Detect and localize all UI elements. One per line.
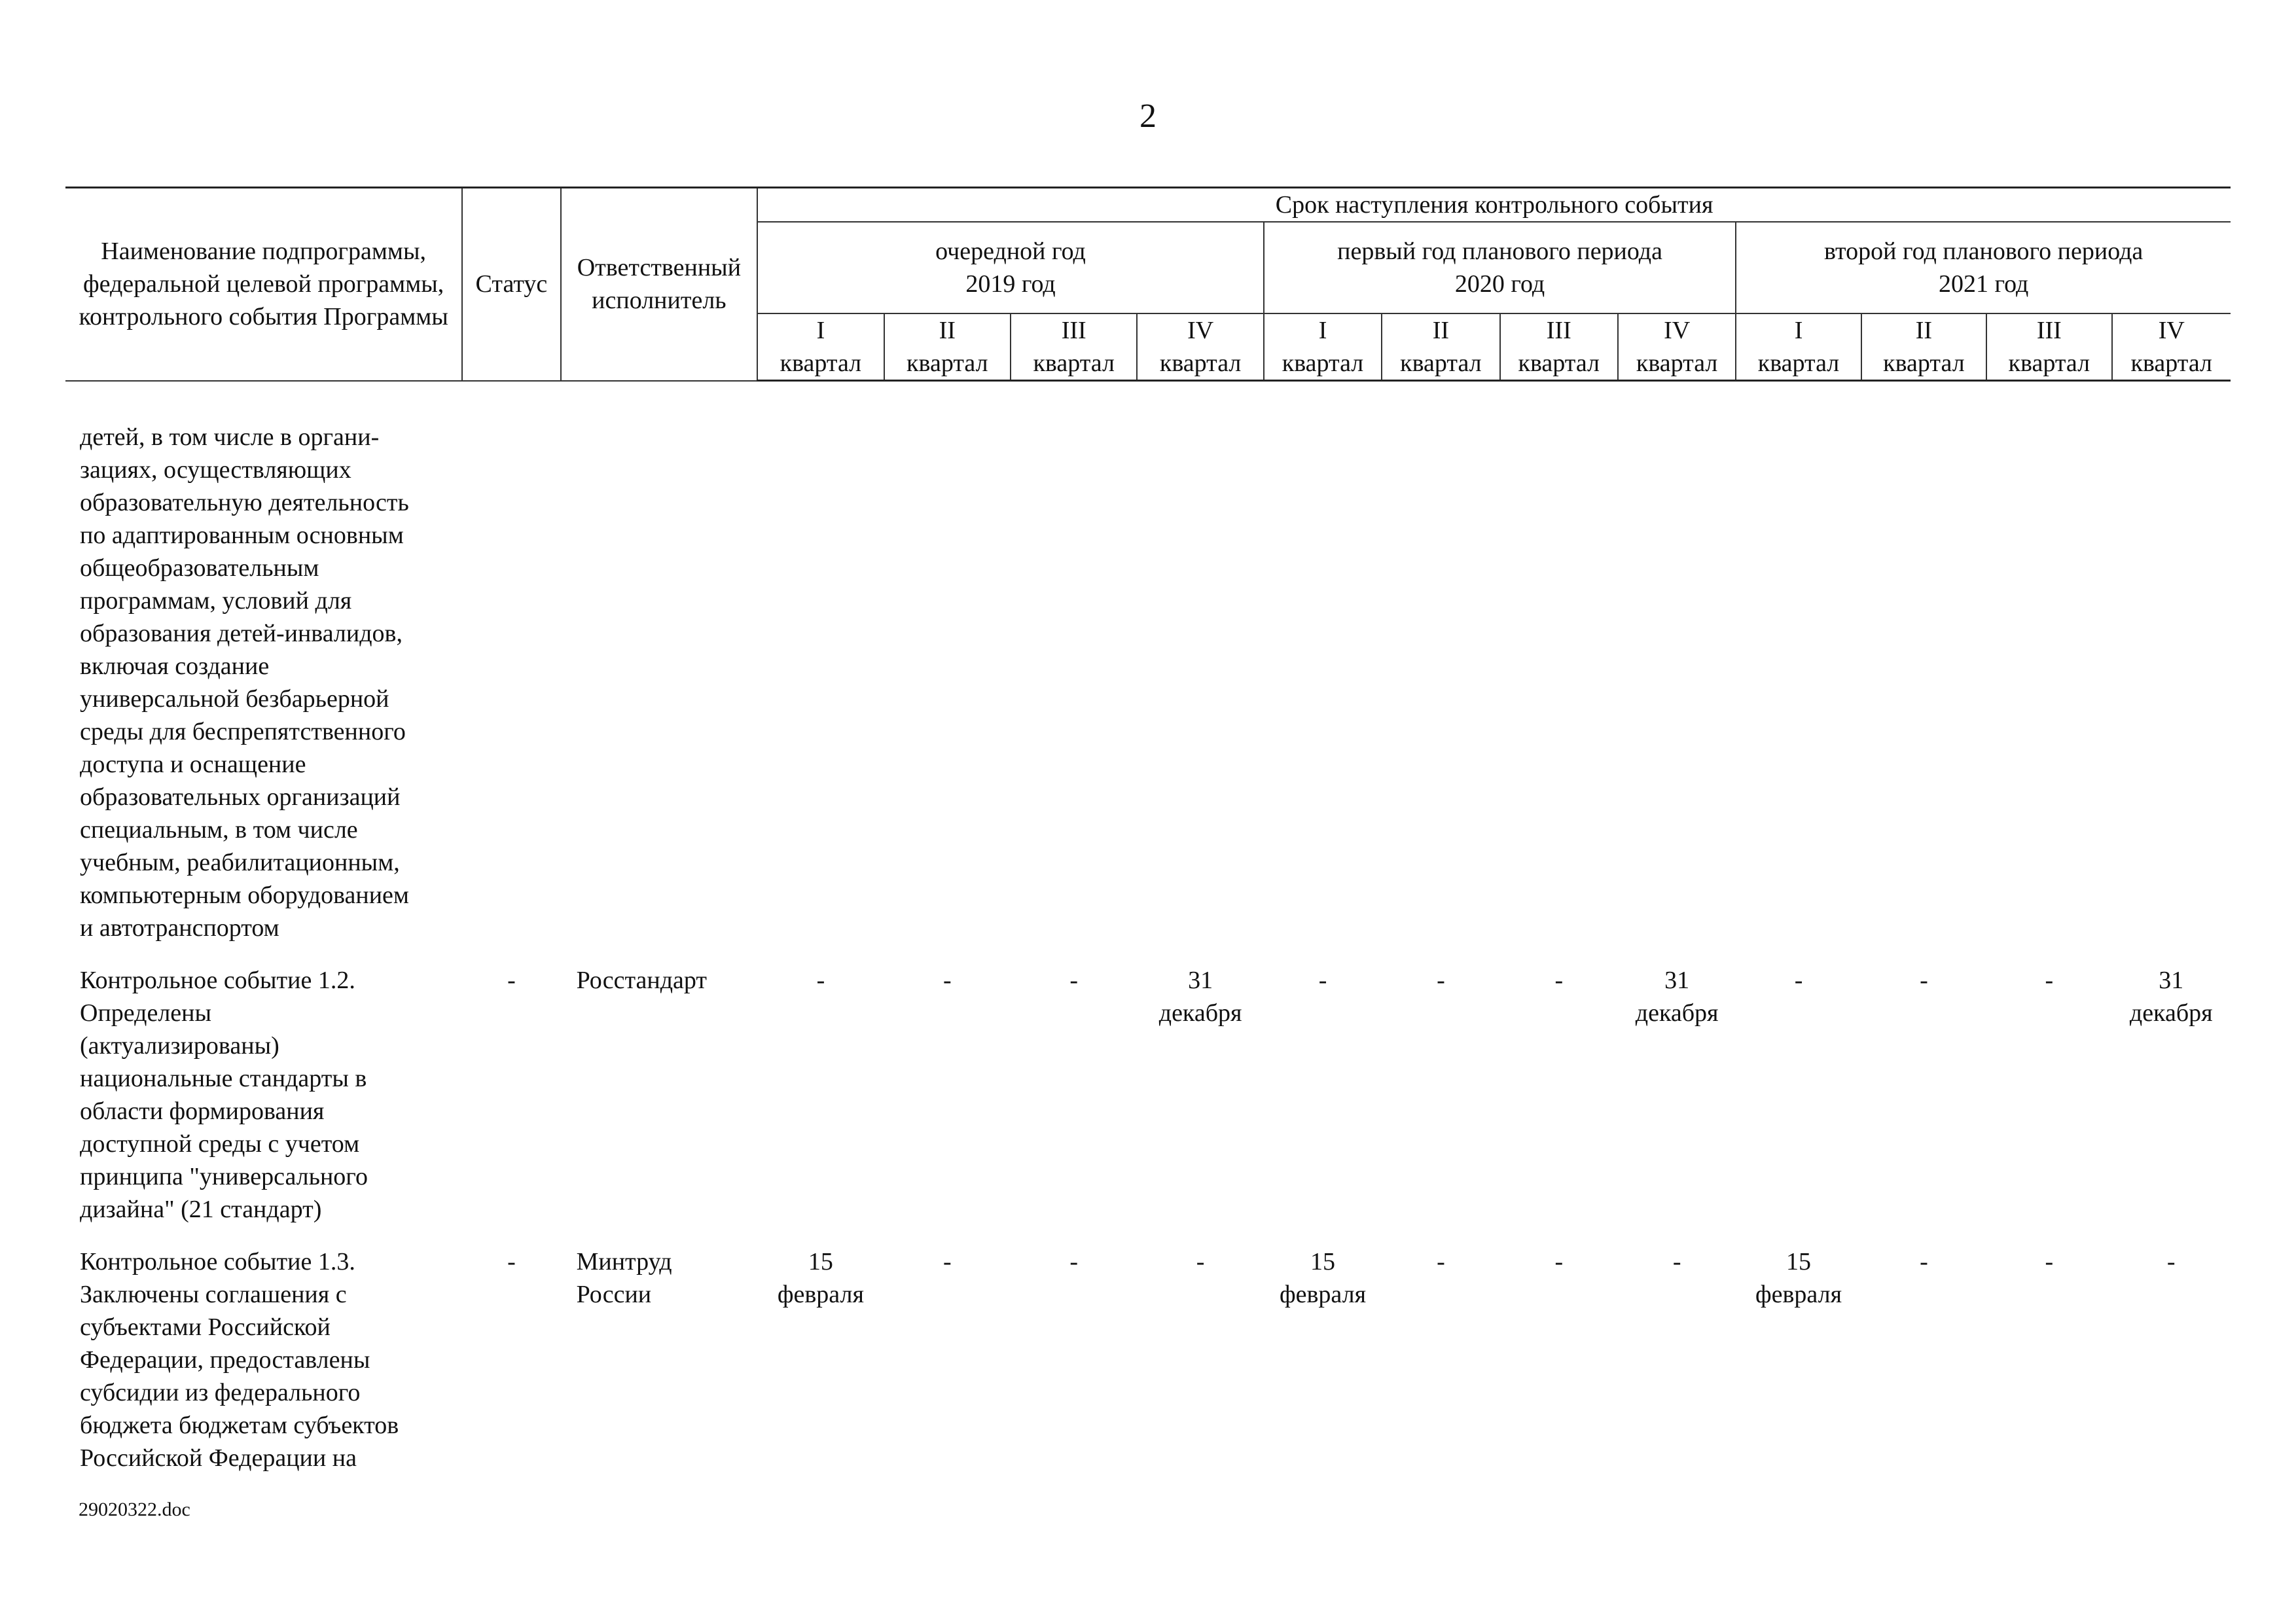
quarter-word: квартал	[2130, 349, 2212, 377]
header-quarter	[1264, 313, 1382, 381]
quarter-deadline: -	[1318, 967, 1327, 994]
quarter-deadline: 15 февраля	[777, 1248, 864, 1308]
quarter-deadline	[1264, 421, 1382, 944]
quarter-deadline: -	[2045, 967, 2054, 994]
header-year-2	[1264, 222, 1736, 313]
header-quarter	[1986, 313, 2111, 381]
header-quarter	[1500, 313, 1618, 381]
quarter-deadline: 31 декабря	[1635, 967, 1719, 1027]
quarter-deadline	[1861, 421, 1986, 944]
table-row	[65, 964, 2231, 1226]
quarter-deadline: -	[1672, 1248, 1681, 1275]
quarter-deadline: 15 февраля	[1279, 1248, 1367, 1308]
quarter-deadline: -	[1069, 1248, 1079, 1275]
year-label: второй год планового периода	[1824, 238, 2144, 265]
event-executor	[561, 421, 758, 944]
quarter-deadline: -	[816, 967, 825, 994]
year-value: 2020 год	[1454, 270, 1545, 298]
quarter-word: квартал	[1883, 349, 1965, 377]
header-quarter	[757, 313, 884, 381]
header-quarter	[1137, 313, 1263, 381]
year-label: первый год планового периода	[1337, 238, 1662, 265]
quarter-word: квартал	[906, 349, 988, 377]
quarter-deadline: -	[942, 1248, 952, 1275]
quarter-number: I	[1318, 317, 1327, 344]
page-number: 2	[1139, 98, 1157, 135]
quarter-deadline: -	[1554, 1248, 1564, 1275]
quarter-number: II	[1432, 317, 1450, 344]
header-quarter	[1382, 313, 1499, 381]
header-quarter	[1618, 313, 1736, 381]
quarter-number: III	[1061, 317, 1086, 344]
header-quarter	[2112, 313, 2231, 381]
event-name: детей, в том числе в органи- зациях, осуществляющих образовательную деятельность по адаптированным основным общеобразовательным программам, условий для образования детей-инвалидов, включая создание универсальной безбарьерной среды для беспрепятственного доступа и оснащение образовательных организаций специальным, в том числе учебным, реабилитационным, компьютерным оборудованием и автотранспортом	[80, 423, 409, 942]
quarter-word: квартал	[1636, 349, 1718, 377]
quarter-deadline	[757, 421, 884, 944]
quarter-deadline	[884, 421, 1011, 944]
quarter-word: квартал	[1400, 349, 1482, 377]
quarter-deadline	[1618, 421, 1736, 944]
event-executor: Минтруд России	[576, 1248, 672, 1308]
quarter-deadline	[2112, 421, 2231, 944]
quarter-deadline: 31 декабря	[1158, 967, 1242, 1027]
quarter-deadline	[1011, 421, 1137, 944]
quarter-number: II	[939, 317, 956, 344]
table-row	[65, 421, 2231, 944]
header-deadline-group: Срок наступления контрольного события	[757, 188, 2231, 223]
quarter-word: квартал	[1159, 349, 1242, 377]
quarter-deadline: -	[942, 967, 952, 994]
header-name: Наименование подпрограммы, федеральной целевой программы, контрольного события Программы	[65, 188, 462, 381]
control-events-table	[65, 187, 2231, 1474]
quarter-number: I	[816, 317, 825, 344]
quarter-number: III	[1546, 317, 1571, 344]
header-quarter	[1011, 313, 1137, 381]
quarter-deadline	[1736, 421, 1861, 944]
event-executor: Росстандарт	[576, 967, 708, 994]
quarter-number: IV	[1187, 317, 1214, 344]
quarter-deadline: -	[1437, 967, 1445, 994]
quarter-deadline	[1382, 421, 1499, 944]
quarter-number: I	[1794, 317, 1803, 344]
quarter-deadline	[1986, 421, 2111, 944]
event-name: Контрольное событие 1.2. Определены (актуализированы) национальные стандарты в области формирования доступной среды с учетом принципа "универсального дизайна" (21 стандарт)	[80, 967, 368, 1223]
quarter-number: IV	[2158, 317, 2185, 344]
quarter-deadline: -	[1437, 1248, 1445, 1275]
quarter-deadline	[1500, 421, 1618, 944]
quarter-number: II	[1915, 317, 1933, 344]
quarter-deadline	[1137, 421, 1263, 944]
year-value: 2021 год	[1938, 270, 2029, 298]
event-name: Контрольное событие 1.3. Заключены соглашения с субъектами Российской Федерации, предоставлены субсидии из федерального бюджета бюджетам субъектов Российской Федерации на	[80, 1248, 399, 1472]
event-status: -	[507, 1248, 516, 1275]
quarter-deadline: -	[1920, 967, 1928, 994]
header-quarter	[884, 313, 1011, 381]
quarter-deadline: -	[1920, 1248, 1928, 1275]
event-status	[462, 421, 560, 944]
quarter-deadline: -	[1069, 967, 1079, 994]
header-quarter	[1861, 313, 1986, 381]
quarter-word: квартал	[1518, 349, 1600, 377]
doc-filename: 29020322.doc	[79, 1499, 190, 1520]
quarter-deadline: 15 февраля	[1755, 1248, 1842, 1308]
quarter-deadline: -	[2166, 1248, 2176, 1275]
quarter-word: квартал	[2008, 349, 2090, 377]
table-row	[65, 1245, 2231, 1474]
header-executor: Ответственный исполнитель	[561, 188, 758, 381]
quarter-deadline: -	[2045, 1248, 2054, 1275]
quarter-word: квартал	[1033, 349, 1115, 377]
year-value: 2019 год	[965, 270, 1056, 298]
quarter-deadline: -	[1794, 967, 1803, 994]
quarter-number: III	[2036, 317, 2062, 344]
quarter-number: IV	[1664, 317, 1691, 344]
quarter-deadline: 31 декабря	[2129, 967, 2213, 1027]
quarter-word: квартал	[1282, 349, 1364, 377]
quarter-deadline: -	[1196, 1248, 1205, 1275]
event-status: -	[507, 967, 516, 994]
header-year-1	[757, 222, 1264, 313]
quarter-deadline: -	[1554, 967, 1564, 994]
header-status: Статус	[462, 188, 560, 381]
quarter-word: квартал	[1757, 349, 1840, 377]
year-label: очередной год	[935, 238, 1086, 265]
quarter-word: квартал	[780, 349, 862, 377]
header-quarter	[1736, 313, 1861, 381]
header-year-3	[1736, 222, 2231, 313]
